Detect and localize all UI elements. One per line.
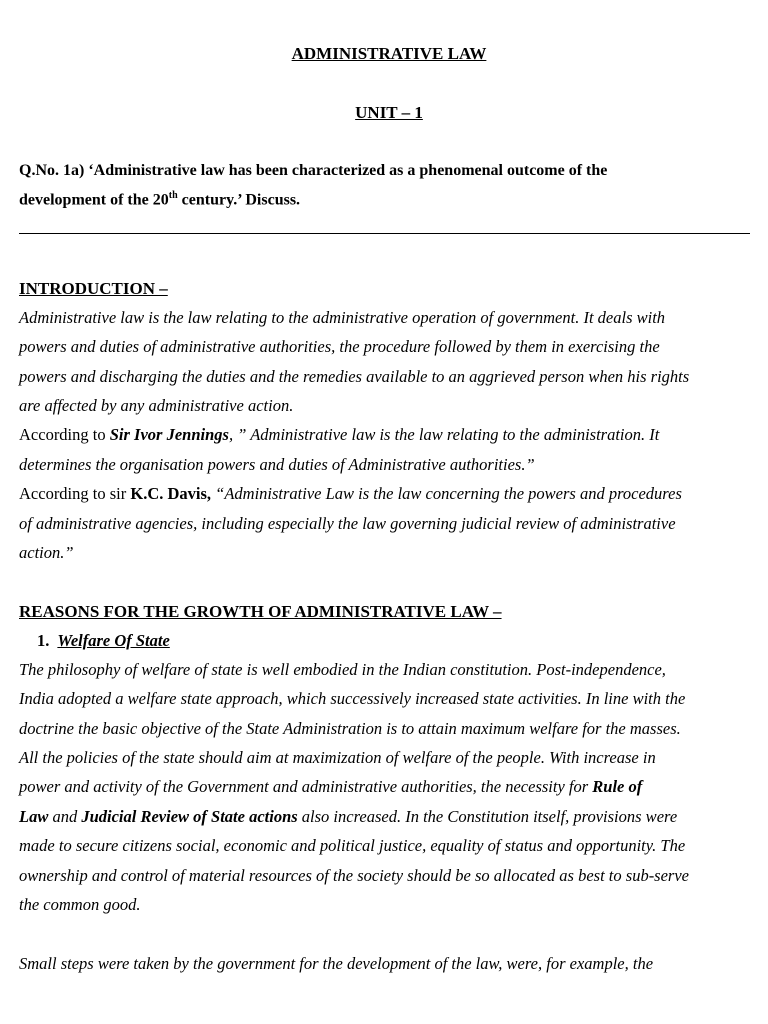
list-item-welfare	[37, 631, 170, 651]
quote-davis-line: of administrative agencies, including especially the law governing judicial review of administrative	[19, 514, 676, 533]
reasons-line: Small steps were taken by the government for the development of the law, were, for example, the	[19, 954, 654, 973]
introduction-heading: INTRODUCTION –	[19, 279, 168, 298]
intro-line: are affected by any administrative action.	[19, 396, 294, 415]
reasons-line: ownership and control of material resources of the society should be so allocated as best to sub-serve	[19, 866, 689, 885]
reasons-line: All the policies of the state should aim at maximization of welfare of the people. With increase in	[19, 748, 656, 767]
question-line-2: development of the 20th century.’ Discuss.	[19, 190, 301, 209]
separator-line	[19, 233, 750, 234]
reasons-heading: REASONS FOR THE GROWTH OF ADMINISTRATIVE LAW –	[19, 602, 502, 621]
reasons-line: doctrine the basic objective of the State Administration is to attain maximum welfare for the masses.	[19, 719, 681, 738]
intro-line: powers and duties of administrative authorities, the procedure followed by them in exercising the	[19, 337, 660, 356]
quote-davis-line: According to sir K.C. Davis, “Administrative Law is the law concerning the powers and procedures	[19, 484, 682, 503]
intro-line: Administrative law is the law relating to the administrative operation of government. It deals with	[19, 308, 666, 327]
reasons-line: made to secure citizens social, economic and political justice, equality of status and opportunity. The	[19, 836, 686, 855]
bold-term: Rule of	[592, 777, 643, 796]
reasons-line: India adopted a welfare state approach, which successively increased state activities. In line with the	[19, 689, 686, 708]
question-line-1: Q.No. 1a) ‘Administrative law has been characterized as a phenomenal outcome of the	[19, 162, 608, 179]
reasons-line: the common good.	[19, 895, 141, 914]
reasons-line: power and activity of the Government and administrative authorities, the necessity for Rule of	[19, 777, 643, 796]
intro-line: powers and discharging the duties and the remedies available to an aggrieved person when his rights	[19, 367, 690, 386]
bold-term: Judicial Review of State actions	[81, 807, 298, 826]
document-title: ADMINISTRATIVE LAW	[291, 44, 487, 63]
quote-jennings-line: determines the organisation powers and duties of Administrative authorities.”	[19, 455, 535, 474]
list-item-label: Welfare Of State	[57, 631, 170, 650]
list-number: 1.	[37, 631, 50, 650]
bold-term: Law	[19, 807, 49, 826]
unit-heading: UNIT – 1	[355, 103, 423, 122]
reasons-line: The philosophy of welfare of state is well embodied in the Indian constitution. Post-independence,	[19, 660, 666, 679]
quote-jennings-line: According to Sir Ivor Jennings, ” Administrative law is the law relating to the administration. It	[19, 425, 660, 444]
superscript: th	[168, 190, 178, 201]
author-name: K.C. Davis,	[130, 484, 212, 503]
quote-davis-line: action.”	[19, 543, 74, 562]
author-name: Sir Ivor Jennings	[109, 425, 229, 444]
reasons-line: Law and Judicial Review of State actions also increased. In the Constitution itself, provisions were	[19, 807, 678, 826]
